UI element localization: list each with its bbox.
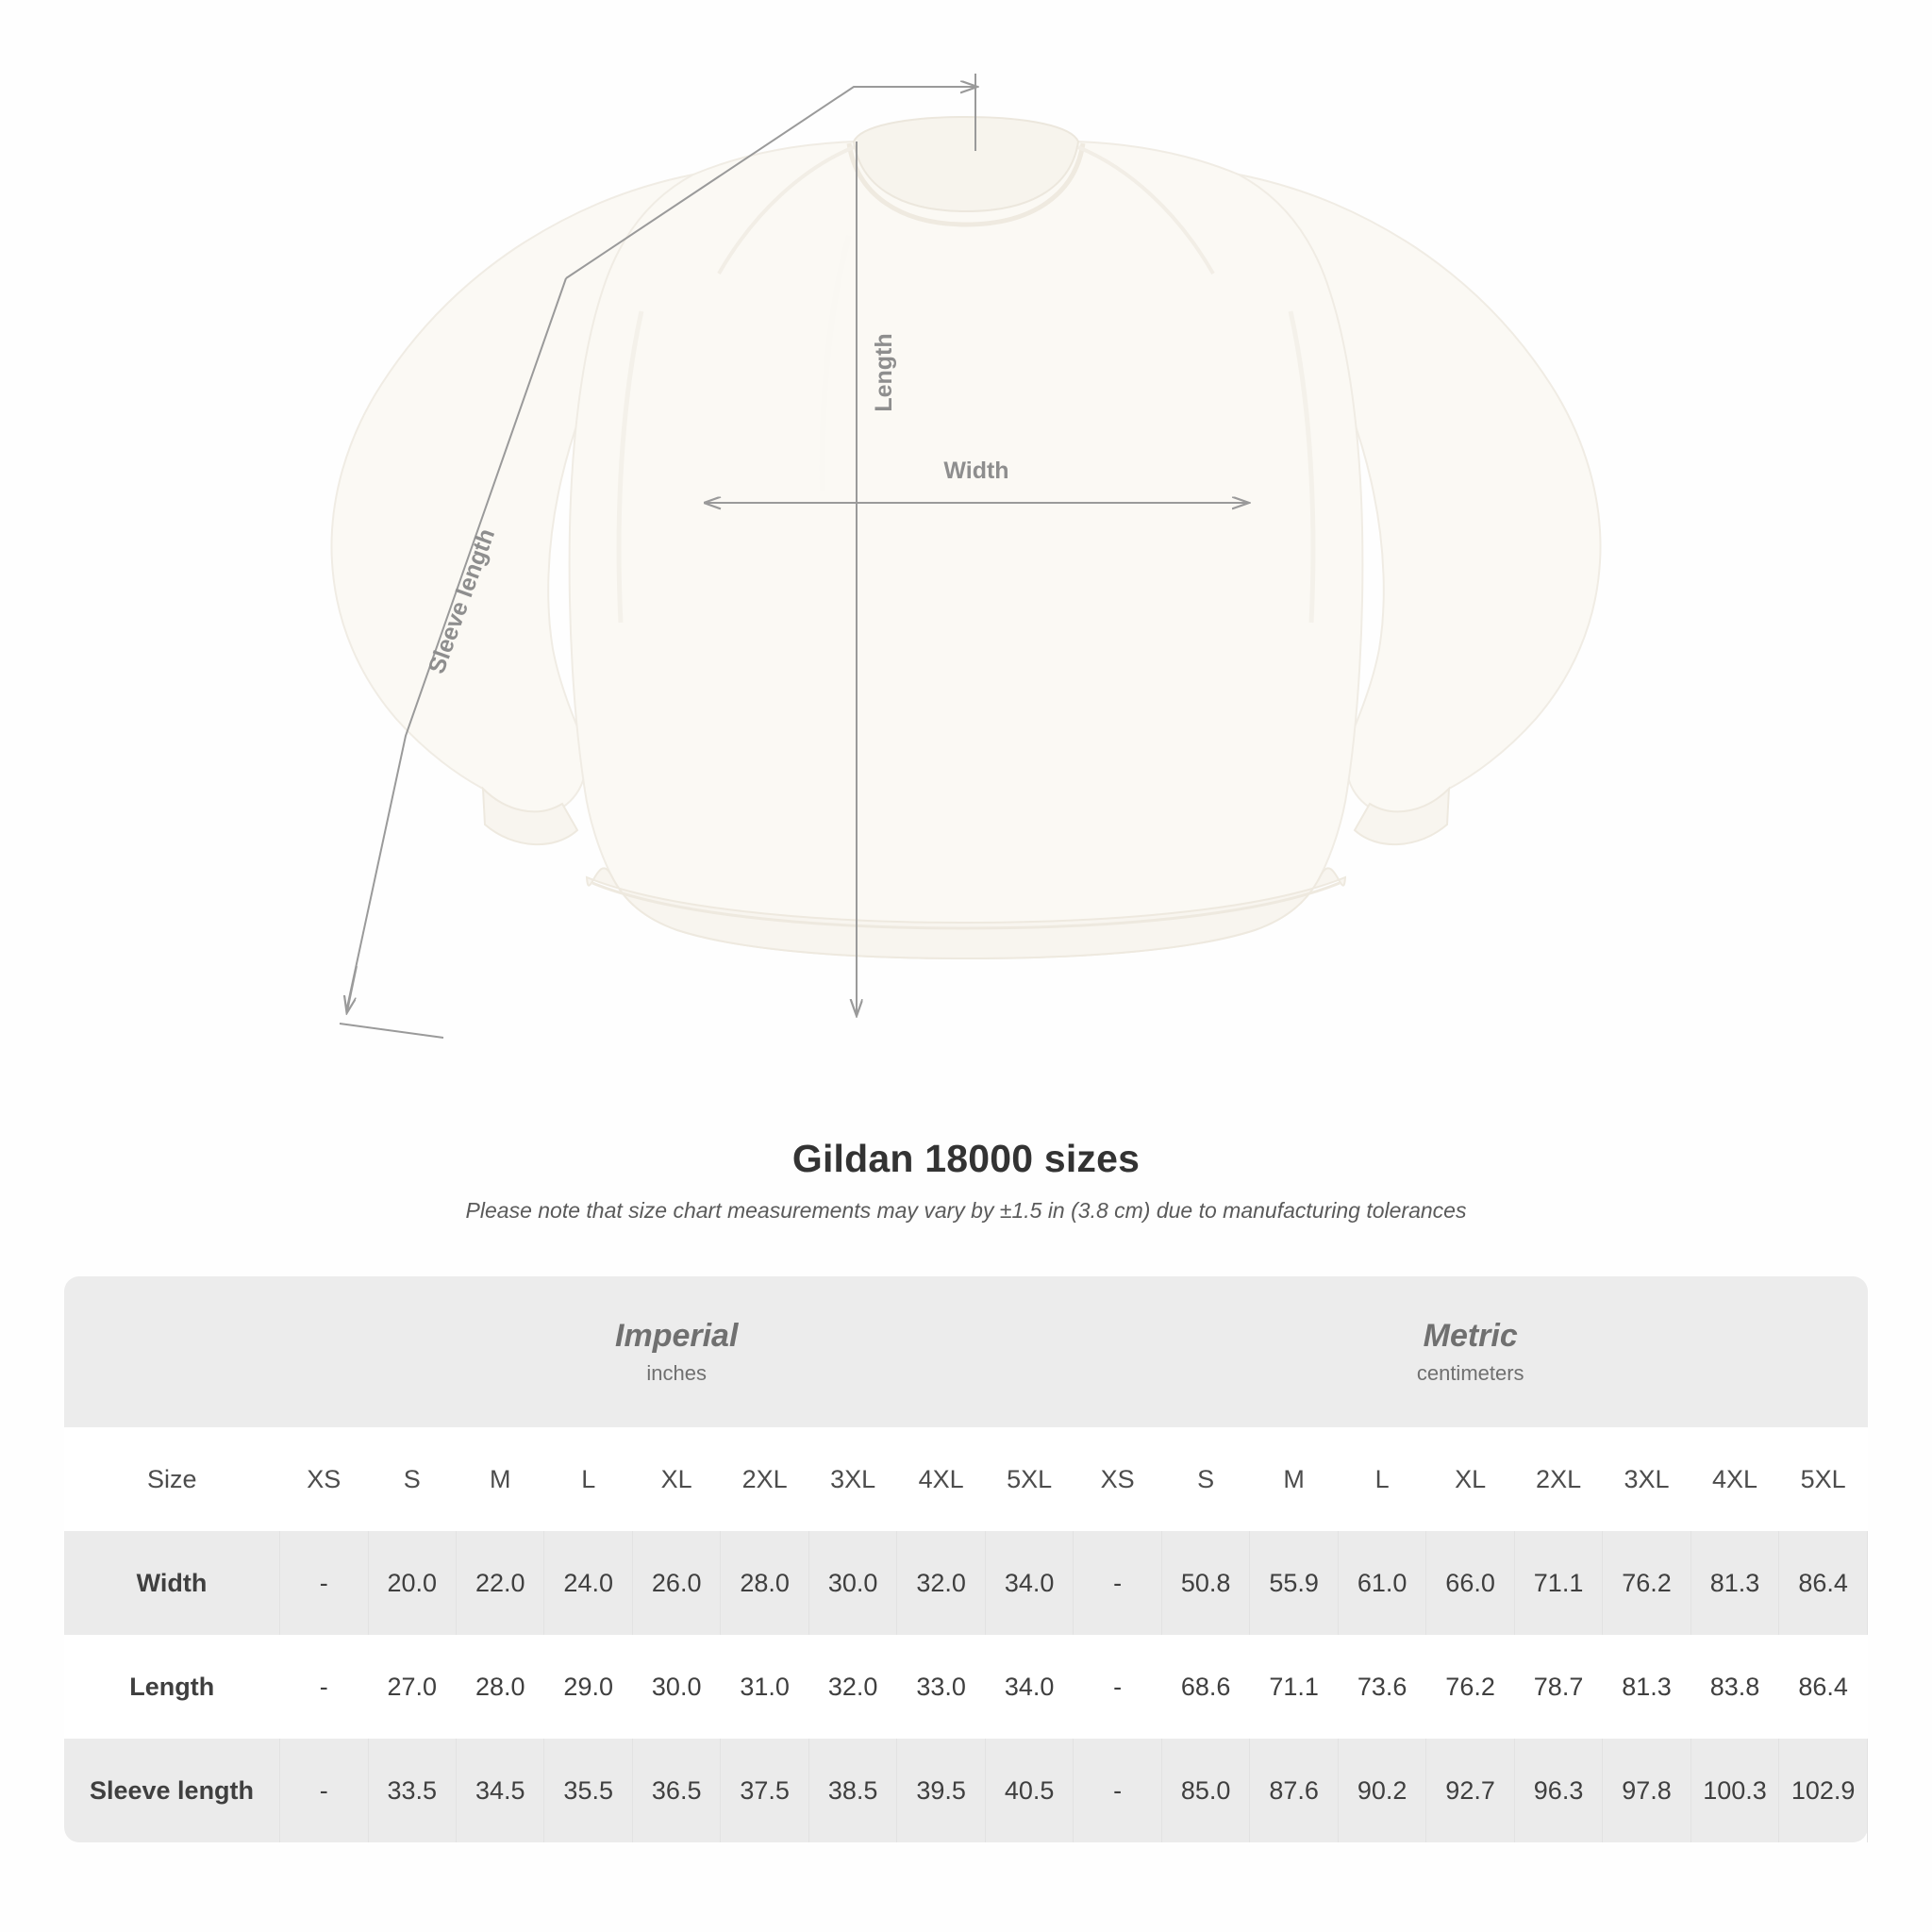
header-col-11: M (1250, 1427, 1338, 1531)
sleeve-length-label: Sleeve length (423, 525, 501, 677)
header-col-10: S (1161, 1427, 1249, 1531)
header-col-15: 3XL (1603, 1427, 1690, 1531)
header-col-4: XL (632, 1427, 720, 1531)
cell-length-13: 76.2 (1426, 1635, 1514, 1739)
header-col-12: L (1338, 1427, 1425, 1531)
table-row (64, 1739, 1868, 1842)
unit-imperial-sub: inches (646, 1360, 707, 1385)
header-col-0: XS (280, 1427, 368, 1531)
cell-sleeve-8: 40.5 (985, 1739, 1074, 1842)
unit-spacer (64, 1276, 280, 1427)
size-header-row (64, 1427, 1868, 1531)
row-label-width: Width (64, 1531, 280, 1635)
cell-sleeve-4: 36.5 (632, 1739, 720, 1842)
cell-sleeve-10: 85.0 (1161, 1739, 1249, 1842)
cell-width-4: 26.0 (632, 1531, 720, 1635)
cell-length-10: 68.6 (1161, 1635, 1249, 1739)
header-col-9: XS (1074, 1427, 1161, 1531)
cell-length-12: 73.6 (1338, 1635, 1425, 1739)
cell-sleeve-7: 39.5 (897, 1739, 985, 1842)
cell-width-5: 28.0 (721, 1531, 808, 1635)
unit-metric (1074, 1276, 1868, 1427)
row-label-length: Length (64, 1635, 280, 1739)
cell-length-17: 86.4 (1779, 1635, 1868, 1739)
cell-width-1: 20.0 (368, 1531, 456, 1635)
title-block (0, 1137, 1932, 1224)
cell-sleeve-15: 97.8 (1603, 1739, 1690, 1842)
header-col-7: 4XL (897, 1427, 985, 1531)
header-col-16: 4XL (1690, 1427, 1778, 1531)
header-size-label: Size (64, 1427, 280, 1531)
cell-sleeve-0: - (280, 1739, 368, 1842)
cell-sleeve-5: 37.5 (721, 1739, 808, 1842)
cell-width-12: 61.0 (1338, 1531, 1425, 1635)
header-col-3: L (544, 1427, 632, 1531)
unit-header-row (64, 1276, 1868, 1427)
cell-sleeve-13: 92.7 (1426, 1739, 1514, 1842)
page-title: Gildan 18000 sizes (791, 1137, 1141, 1180)
cell-length-6: 32.0 (808, 1635, 896, 1739)
cell-width-11: 55.9 (1250, 1531, 1338, 1635)
unit-metric-sub: centimeters (1416, 1360, 1524, 1385)
cell-width-17: 86.4 (1779, 1531, 1868, 1635)
table-row (64, 1531, 1868, 1635)
cell-length-11: 71.1 (1250, 1635, 1338, 1739)
header-col-8: 5XL (985, 1427, 1074, 1531)
cell-length-1: 27.0 (368, 1635, 456, 1739)
length-label: Length (871, 333, 897, 412)
cell-length-8: 34.0 (985, 1635, 1074, 1739)
cell-sleeve-11: 87.6 (1250, 1739, 1338, 1842)
cell-width-10: 50.8 (1161, 1531, 1249, 1635)
sweatshirt-graphic (331, 117, 1600, 958)
table-row (64, 1635, 1868, 1739)
unit-imperial (280, 1276, 1074, 1427)
header-col-6: 3XL (808, 1427, 896, 1531)
cell-sleeve-1: 33.5 (368, 1739, 456, 1842)
cell-sleeve-12: 90.2 (1338, 1739, 1425, 1842)
cell-length-5: 31.0 (721, 1635, 808, 1739)
cell-sleeve-3: 35.5 (544, 1739, 632, 1842)
cell-sleeve-16: 100.3 (1690, 1739, 1778, 1842)
cell-width-2: 22.0 (456, 1531, 543, 1635)
cell-width-8: 34.0 (985, 1531, 1074, 1635)
cell-length-16: 83.8 (1690, 1635, 1778, 1739)
size-table-wrapper (64, 1276, 1868, 1842)
header-col-1: S (368, 1427, 456, 1531)
header-col-17: 5XL (1779, 1427, 1868, 1531)
cell-sleeve-2: 34.5 (456, 1739, 543, 1842)
cell-width-13: 66.0 (1426, 1531, 1514, 1635)
cell-width-15: 76.2 (1603, 1531, 1690, 1635)
cell-length-9: - (1074, 1635, 1161, 1739)
cell-width-14: 71.1 (1514, 1531, 1602, 1635)
cell-length-4: 30.0 (632, 1635, 720, 1739)
cell-width-7: 32.0 (897, 1531, 985, 1635)
width-label: Width (943, 458, 1009, 484)
cell-width-6: 30.0 (808, 1531, 896, 1635)
cell-length-7: 33.0 (897, 1635, 985, 1739)
cell-sleeve-9: - (1074, 1739, 1161, 1842)
cell-width-0: - (280, 1531, 368, 1635)
cell-length-0: - (280, 1635, 368, 1739)
size-table (64, 1276, 1868, 1842)
cell-length-2: 28.0 (456, 1635, 543, 1739)
row-label-sleeve-length: Sleeve length (64, 1739, 280, 1842)
cell-sleeve-17: 102.9 (1779, 1739, 1868, 1842)
cell-length-14: 78.7 (1514, 1635, 1602, 1739)
cell-sleeve-6: 38.5 (808, 1739, 896, 1842)
header-col-2: M (456, 1427, 543, 1531)
unit-imperial-name: Imperial (615, 1318, 739, 1355)
cell-width-16: 81.3 (1690, 1531, 1778, 1635)
header-col-13: XL (1426, 1427, 1514, 1531)
header-col-5: 2XL (721, 1427, 808, 1531)
cell-sleeve-14: 96.3 (1514, 1739, 1602, 1842)
cell-width-9: - (1074, 1531, 1161, 1635)
tolerance-note: Please note that size chart measurements may vary by ±1.5 in (3.8 cm) due to manufacturing tolerances (465, 1198, 1467, 1223)
unit-metric-name: Metric (1423, 1318, 1518, 1355)
cell-length-15: 81.3 (1603, 1635, 1690, 1739)
cell-length-3: 29.0 (544, 1635, 632, 1739)
header-col-14: 2XL (1514, 1427, 1602, 1531)
cell-width-3: 24.0 (544, 1531, 632, 1635)
